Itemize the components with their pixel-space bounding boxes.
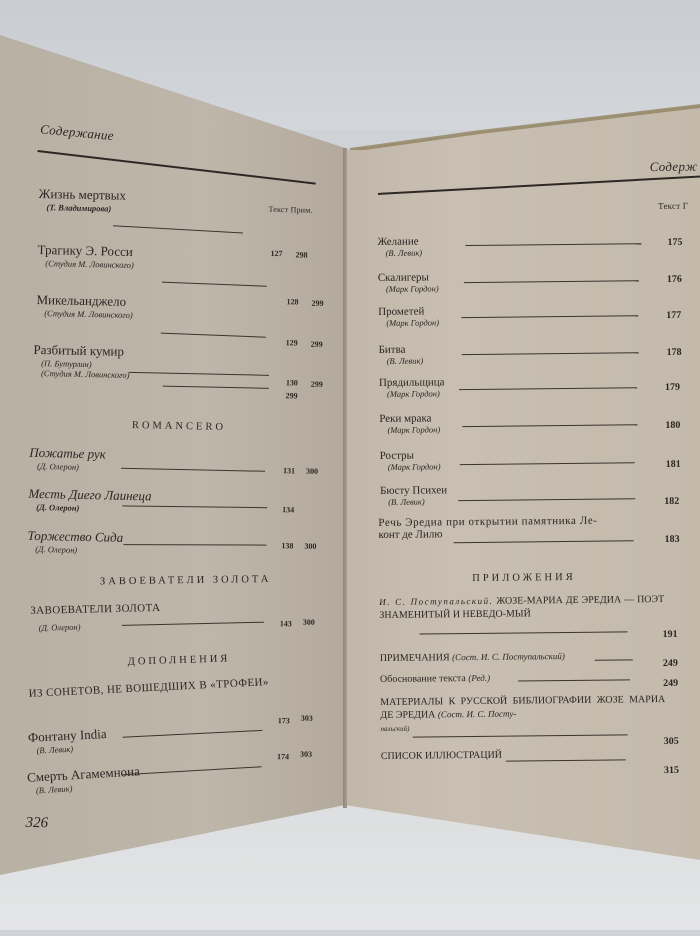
leader-line xyxy=(121,468,265,472)
toc-entry xyxy=(30,602,161,633)
page-number: 178 xyxy=(666,346,682,358)
note-page: 303 xyxy=(300,713,313,723)
entry-translator: (Д. Олерон) xyxy=(35,543,78,555)
entry-title: Прометей xyxy=(378,305,425,318)
entry-title: Битва xyxy=(378,343,406,356)
leader-line xyxy=(454,540,634,543)
page-number: 191 xyxy=(662,628,678,641)
entry-translator: (Д. Олерон) xyxy=(36,502,80,513)
toc-entry xyxy=(380,484,447,507)
column-headers: Текст Г xyxy=(658,200,689,212)
entry-title: Жизнь мертвых xyxy=(38,185,127,203)
entry-title: Ростры xyxy=(379,449,415,462)
page-number: 180 xyxy=(665,419,681,431)
page-number: 182 xyxy=(664,495,680,507)
page-number: 305 xyxy=(663,735,679,748)
entry-title-cont: конт де Лилю xyxy=(378,528,443,541)
page-number: 326 xyxy=(25,814,49,832)
section-romancero: ROMANCERO xyxy=(131,419,227,433)
toc-entry-notes xyxy=(380,649,665,665)
leader-line xyxy=(460,462,635,465)
column-headers: Текст Прим. xyxy=(268,204,313,215)
entry-title: Реки мрака xyxy=(379,412,432,425)
toc-entry-speech xyxy=(378,515,597,541)
page-number: 177 xyxy=(666,309,682,321)
entry-note: (Ред.) xyxy=(468,672,491,684)
note-page: 298 xyxy=(295,250,308,260)
text-page: 129 xyxy=(285,338,298,348)
leader-line xyxy=(462,352,639,355)
text-page: 128 xyxy=(286,297,299,307)
toc-entry xyxy=(38,186,126,214)
leader-line xyxy=(162,282,267,287)
entry-translator: (В. Левик) xyxy=(386,355,424,366)
leader-line xyxy=(459,387,637,390)
leader-line xyxy=(462,424,637,427)
entry-title: СПИСОК ИЛЛЮСТРАЦИЙ xyxy=(380,749,503,762)
toc-entry xyxy=(379,344,424,366)
page-number: 183 xyxy=(664,533,680,545)
entry-translator: (Марк Гордон) xyxy=(386,388,440,399)
entry-note-cont: пальский) xyxy=(380,724,410,733)
section-additions: ДОПОЛНЕНИЯ xyxy=(127,653,231,668)
page-number: 315 xyxy=(663,764,680,777)
toc-entry xyxy=(377,236,422,258)
entry-translator: (Студия М. Ловинского) xyxy=(45,258,134,270)
text-page: 138 xyxy=(281,541,294,551)
note-page: 299 xyxy=(310,379,323,389)
page-number: 181 xyxy=(665,458,681,470)
entry-note: (Сост. И. С. Посту- xyxy=(437,708,517,720)
toc-entry xyxy=(379,376,445,399)
entry-title: Смерть Агамемнона xyxy=(26,763,141,785)
text-page: 127 xyxy=(270,248,283,259)
toc-entry xyxy=(29,445,106,473)
entry-title: Торжество Сида xyxy=(27,527,124,545)
entry-translator: (Марк Гордон) xyxy=(385,283,439,294)
note-page: 300 xyxy=(305,466,319,476)
toc-entry-textual xyxy=(380,670,665,686)
entry-title: Речь Эредиа при открытии памятника Ле- xyxy=(378,514,598,529)
entry-title: Обоснование текста xyxy=(379,673,466,685)
leader-line xyxy=(123,730,263,738)
toc-entry xyxy=(380,449,441,472)
toc-entry-bibliography xyxy=(380,693,665,736)
page-number: 249 xyxy=(663,677,679,690)
leader-line xyxy=(506,759,626,761)
text-page: 173 xyxy=(277,716,290,726)
entry-title: Месть Диего Лаинеца xyxy=(28,485,152,504)
toc-entry xyxy=(379,412,440,435)
entry-title: Пожатье рук xyxy=(29,444,106,462)
toc-entry xyxy=(27,528,123,556)
section-appendix: ПРИЛОЖЕНИЯ xyxy=(472,571,576,585)
note-page: 303 xyxy=(299,749,313,759)
text-page: 143 xyxy=(279,619,292,629)
toc-entry xyxy=(378,271,439,294)
leader-line xyxy=(161,333,266,338)
toc-entry xyxy=(28,726,108,756)
left-header: Содержание xyxy=(39,121,115,144)
essay-author: И. С. Поступальский. xyxy=(379,595,494,607)
additions-subtitle: ИЗ СОНЕТОВ, НЕ ВОШЕДШИХ В «ТРОФЕИ» xyxy=(28,676,270,700)
leader-line xyxy=(129,372,269,376)
leader-line xyxy=(461,315,638,318)
entry-translator: (В. Левик) xyxy=(385,247,423,258)
toc-entry xyxy=(36,292,133,320)
leader-line xyxy=(465,243,641,246)
entry-translator: (Т. Владимирова) xyxy=(46,202,112,214)
essay-title: ЖОЗЕ-МАРИА ДЕ ЭРЕДИА — ПОЭТ ЗНАМЕНИТЫЙ И НЕВЕДО-МЫЙ xyxy=(379,593,665,621)
note-page: 300 xyxy=(304,541,317,551)
leader-line xyxy=(420,631,628,634)
note-page: 300 xyxy=(302,617,315,627)
header-rule xyxy=(378,175,700,194)
page-number: 249 xyxy=(662,657,678,670)
text-page: 174 xyxy=(276,752,290,762)
entry-title: Микельанджело xyxy=(36,291,127,309)
entry-translator: (В. Левик) xyxy=(36,743,74,756)
section-conquerors: ЗАВОЕВАТЕЛИ ЗОЛОТА xyxy=(99,573,272,588)
toc-entry-essay xyxy=(379,593,664,622)
entry-translator: (Марк Гордон) xyxy=(387,461,441,472)
toc-entry xyxy=(28,486,152,515)
page-number: 179 xyxy=(664,381,681,393)
note-page: 299 xyxy=(311,298,324,308)
toc-entry xyxy=(378,305,439,328)
entry-translator: (В. Левик) xyxy=(35,783,73,796)
right-header: Содерж xyxy=(649,158,698,175)
leader-line xyxy=(113,225,243,233)
entry-translator: (Марк Гордон) xyxy=(386,317,440,328)
entry-translator: (В. Левик) xyxy=(388,496,425,507)
toc-entry xyxy=(33,342,130,380)
entry-title: Фонтану India xyxy=(27,726,107,745)
header-rule xyxy=(38,150,316,184)
text-page-2: 299 xyxy=(285,391,298,401)
text-page: 130 xyxy=(285,378,298,388)
note-page: 299 xyxy=(310,339,323,349)
entry-translator: (Марк Гордон) xyxy=(387,424,441,435)
entry-title: Желание xyxy=(377,235,419,248)
right-page-content xyxy=(343,0,700,930)
entry-title: Скалигеры xyxy=(377,271,429,284)
entry-title: ПРИМЕЧАНИЯ xyxy=(379,652,450,664)
entry-translator-2: (Студия М. Ловинского) xyxy=(40,368,130,380)
leader-line xyxy=(122,766,262,775)
entry-translator: (Д. Олерон) xyxy=(36,461,80,472)
entry-title: Бюсту Психеи xyxy=(379,484,448,497)
leader-line xyxy=(464,280,639,283)
entry-title: МАТЕРИАЛЫ К РУССКОЙ БИБЛИОГРАФИИ ЖОЗЕ МАРИА ДЕ ЭРЕДИА xyxy=(380,693,666,721)
page-number: 176 xyxy=(666,273,682,285)
page-number: 175 xyxy=(667,236,683,248)
entry-translator: (Д. Олерон) xyxy=(38,621,81,633)
entry-title: ЗАВОЕВАТЕЛИ ЗОЛОТА xyxy=(30,601,161,617)
text-page: 131 xyxy=(282,466,296,476)
leader-line xyxy=(458,498,635,501)
toc-entry xyxy=(27,763,141,795)
text-page: 134 xyxy=(282,505,295,515)
entry-title: Прядильщица xyxy=(378,376,445,389)
entry-title: Трагику Э. Росси xyxy=(37,241,133,259)
left-page-content xyxy=(0,0,348,936)
entry-translator: (П. Бутурлин) xyxy=(41,358,92,370)
entry-note: (Сост. И. С. Поступальский) xyxy=(452,651,565,663)
leader-line xyxy=(123,544,266,545)
leader-line xyxy=(163,386,269,389)
toc-entry xyxy=(37,242,134,270)
entry-translator: (Студия М. Ловинского) xyxy=(44,308,133,320)
entry-title: Разбитый кумир xyxy=(33,341,125,359)
